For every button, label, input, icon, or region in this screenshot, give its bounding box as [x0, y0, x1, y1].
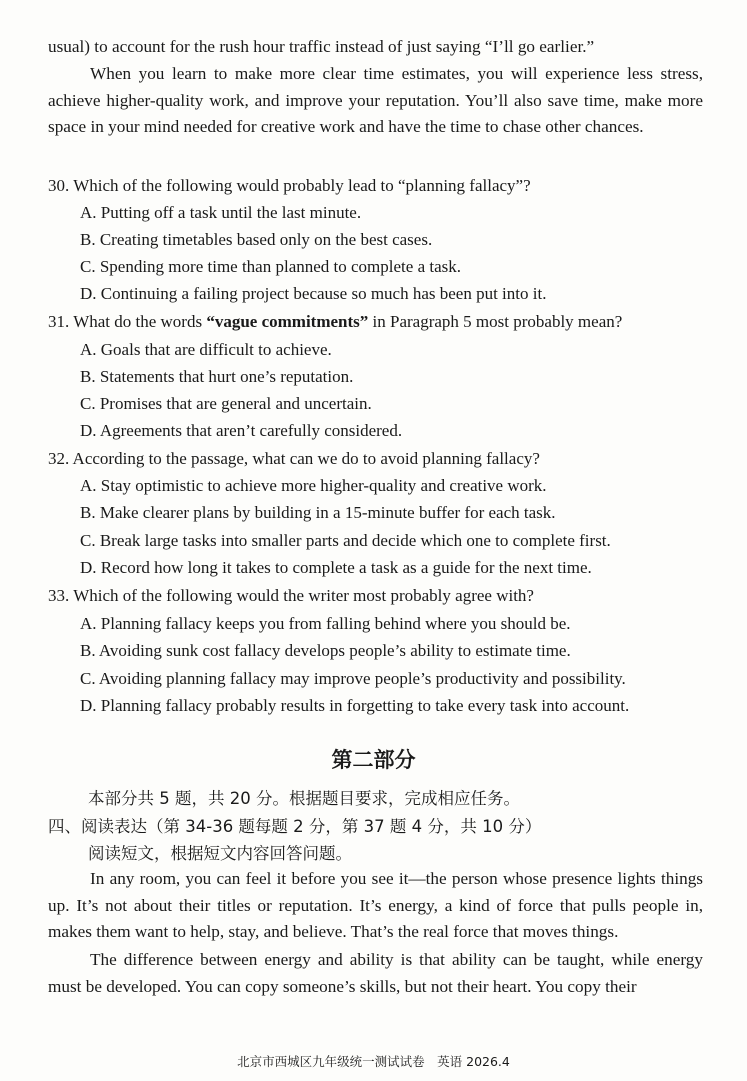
reading-instruction: 阅读短文，根据短文内容回答问题。 [88, 844, 352, 863]
question-32-option-a: A. Stay optimistic to achieve more higher-quality and creative work. [80, 476, 547, 495]
question-31-option-c: C. Promises that are general and uncertain. [80, 394, 372, 413]
passage-line-continued: usual) to account for the rush hour traffic instead of just saying “I’ll go earlier.” [48, 37, 595, 56]
page-footer: 北京市西城区九年级统一测试试卷 英语 2026.4 [237, 1054, 510, 1069]
question-32-option-c: C. Break large tasks into smaller parts and decide which one to complete first. [80, 531, 611, 550]
reading-passage-paragraph-2: The difference between energy and ability is that ability can be taught, while energy must be developed. You can copy someone’s skills, but not their heart. You copy their [48, 950, 703, 996]
question-31-option-b: B. Statements that hurt one’s reputation. [80, 367, 354, 386]
question-33-option-c: C. Avoiding planning fallacy may improve people’s productivity and possibility. [80, 669, 626, 688]
question-30-option-c: C. Spending more time than planned to complete a task. [80, 257, 461, 276]
question-31-stem-post: in Paragraph 5 most probably mean? [368, 312, 623, 331]
question-32-option-b: B. Make clearer plans by building in a 15-minute buffer for each task. [80, 503, 556, 522]
question-32-option-d: D. Record how long it takes to complete a task as a guide for the next time. [80, 558, 592, 577]
question-33-stem: 33. Which of the following would the writer most probably agree with? [48, 586, 534, 605]
question-31-option-a: A. Goals that are difficult to achieve. [80, 340, 332, 359]
section-four-heading: 四、阅读表达（第 34-36 题每题 2 分，第 37 题 4 分，共 10 分） [48, 817, 542, 836]
part-two-title: 第二部分 [331, 748, 416, 772]
question-30-option-b: B. Creating timetables based only on the best cases. [80, 230, 433, 249]
question-31-option-d: D. Agreements that aren’t carefully considered. [80, 421, 403, 440]
question-30-option-a: A. Putting off a task until the last minute. [80, 203, 362, 222]
part-two-intro: 本部分共 5 题，共 20 分。根据题目要求，完成相应任务。 [88, 789, 520, 808]
question-30-stem: 30. Which of the following would probably lead to “planning fallacy”? [48, 176, 531, 195]
question-31-stem-pre: 31. What do the words [48, 312, 207, 331]
reading-passage-paragraph-1: In any room, you can feel it before you see it—the person whose presence lights things up. It’s not about their titles or reputation. It’s energy, a kind of force that pulls people in, makes them want to help, stay, and believe. That’s the real force that moves things. [48, 869, 703, 941]
question-31-stem [48, 309, 718, 335]
question-31-keyword: “vague commitments” [206, 312, 369, 331]
question-33-option-a: A. Planning fallacy keeps you from falling behind where you should be. [80, 614, 571, 633]
question-33-option-b: B. Avoiding sunk cost fallacy develops people’s ability to estimate time. [80, 641, 571, 660]
question-32-stem: 32. According to the passage, what can we do to avoid planning fallacy? [48, 449, 540, 468]
passage-paragraph-conclusion: When you learn to make more clear time estimates, you will experience less stress, achieve higher-quality work, and improve your reputation. You’ll also save time, make more space in your mind needed for creative work and have the time to chase other chances. [48, 64, 703, 136]
question-30-option-d: D. Continuing a failing project because so much has been put into it. [80, 284, 547, 303]
question-33-option-d: D. Planning fallacy probably results in forgetting to take every task into account. [80, 696, 630, 715]
